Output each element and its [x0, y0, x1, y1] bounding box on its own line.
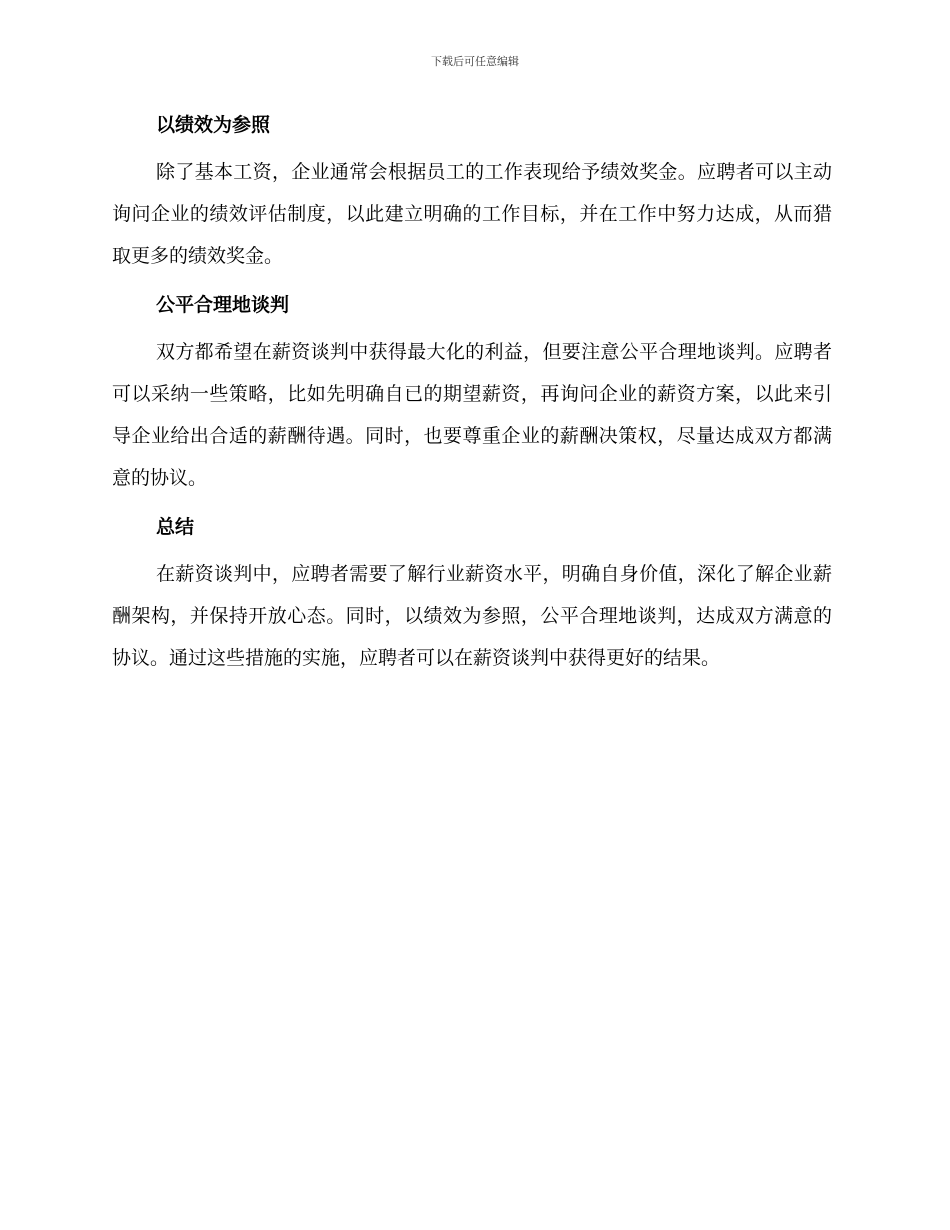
section-heading-summary: 总结 [156, 516, 195, 538]
section-heading-performance: 以绩效为参照 [156, 114, 271, 136]
section-paragraph-performance: 除了基本工资，企业通常会根据员工的工作表现给予绩效奖金。应聘者可以主动询问企业的绩效评估制度，以此建立明确的工作目标，并在工作中努力达成，从而猎取更多的绩效奖金。 [112, 161, 832, 267]
document-body [112, 110, 832, 679]
section-paragraph-summary: 在薪资谈判中，应聘者需要了解行业薪资水平，明确自身价值，深化了解企业薪酬架构，并保持开放心态。同时，以绩效为参照，公平合理地谈判，达成双方满意的协议。通过这些措施的实施，应聘者可以在薪资谈判中获得更好的结果。 [112, 563, 832, 669]
page-header: 下载后可任意编辑 [431, 55, 519, 68]
section-paragraph-fair-negotiation: 双方都希望在薪资谈判中获得最大化的利益，但要注意公平合理地谈判。应聘者可以采纳一些策略，比如先明确自已的期望薪资，再询问企业的薪资方案，以此来引导企业给出合适的薪酬待遇。同时，也要尊重企业的薪酬决策权，尽量达成双方都满意的协议。 [112, 341, 832, 489]
section-heading-fair-negotiation: 公平合理地谈判 [156, 294, 290, 316]
